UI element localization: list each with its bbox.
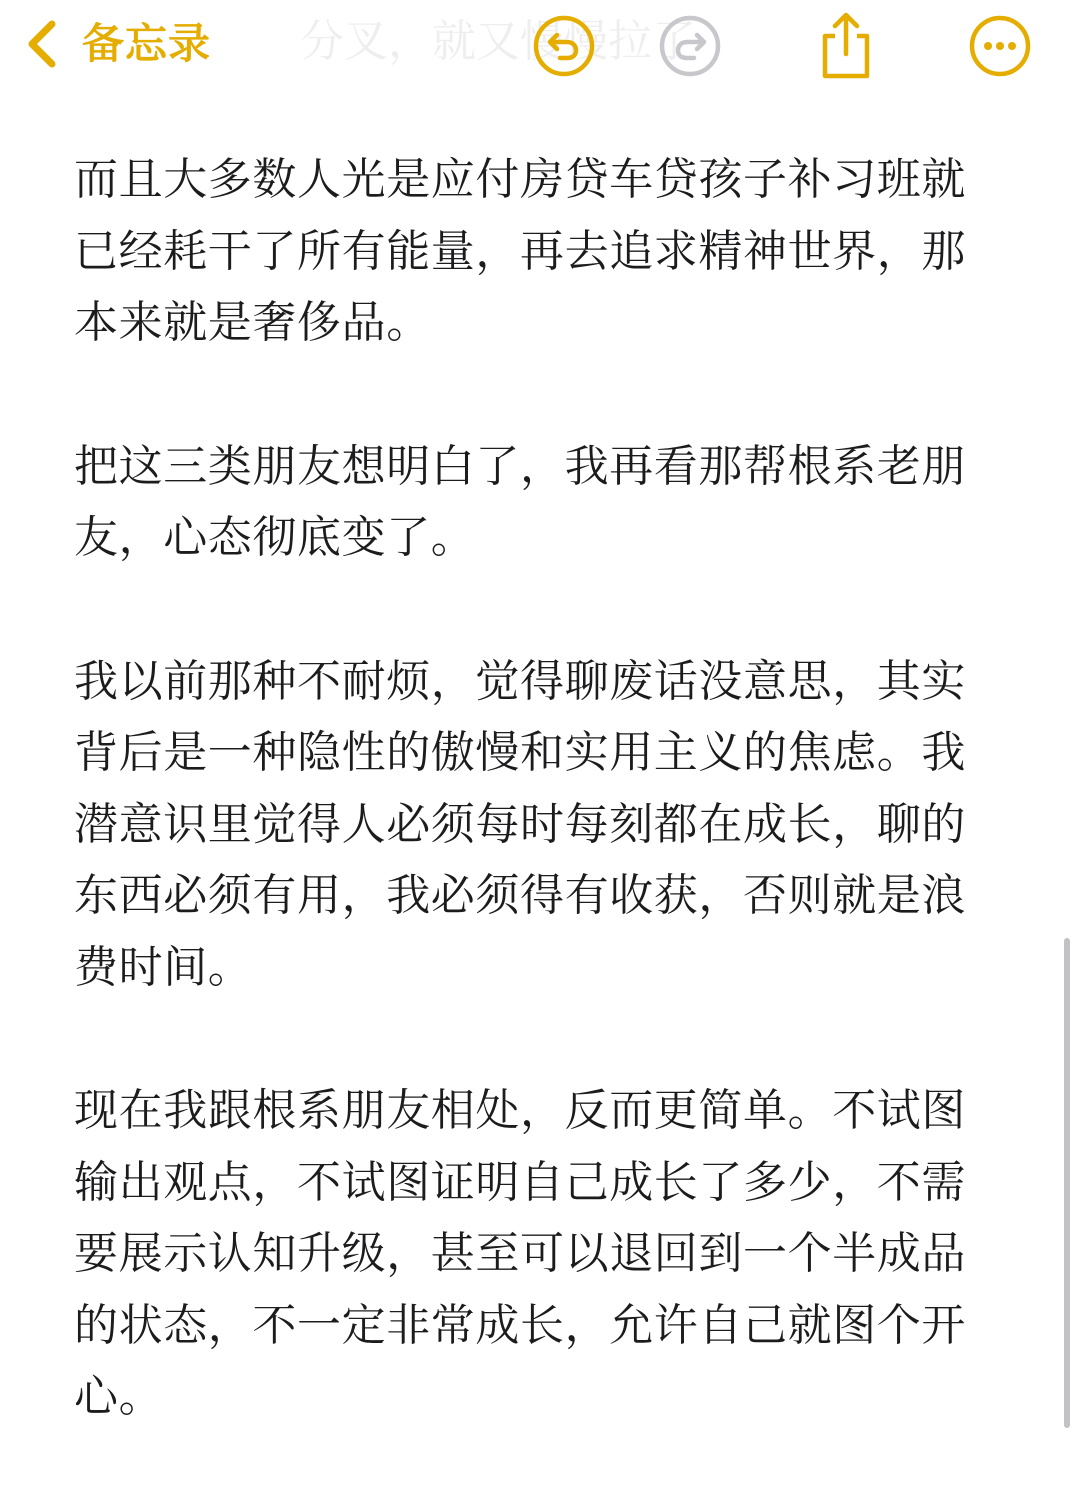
share-button[interactable] [810,10,882,82]
chevron-left-icon [22,16,62,72]
redo-icon [657,13,723,79]
vertical-scrollbar[interactable] [1064,938,1070,1428]
note-body[interactable] [74,144,994,1505]
more-button[interactable] [964,10,1036,82]
note-paragraph-1: 而且大多数人光是应付房贷车贷孩子补习班就已经耗干了所有能量，再去追求精神世界，那本来就是奢侈品。 [74,154,966,348]
note-paragraph-4: 现在我跟根系朋友相处，反而更简单。不试图输出观点，不试图证明自己成长了多少，不需要展示认知升级，甚至可以退回到一个半成品的状态，不一定非常成长，允许自己就图个开心。 [74,1085,966,1422]
undo-button[interactable] [528,10,600,82]
scrolled-text-behind-toolbar: 分叉，就又慢慢拉了 [300,16,696,67]
back-button[interactable] [22,12,211,76]
redo-button[interactable] [654,10,726,82]
share-icon [815,10,877,82]
undo-icon [531,13,597,79]
note-paragraph-2: 把这三类朋友想明白了，我再看那帮根系老朋友，心态彻底变了。 [74,440,966,563]
ellipsis-icon [967,13,1033,79]
note-paragraph-3: 我以前那种不耐烦，觉得聊废话没意思，其实背后是一种隐性的傲慢和实用主义的焦虑。我潜意识里觉得人必须每时每刻都在成长，聊的东西必须有用，我必须得有收获，否则就是浪费时间。 [74,655,966,993]
notes-toolbar [0,0,1080,96]
back-button-label: 备忘录 [82,19,212,68]
